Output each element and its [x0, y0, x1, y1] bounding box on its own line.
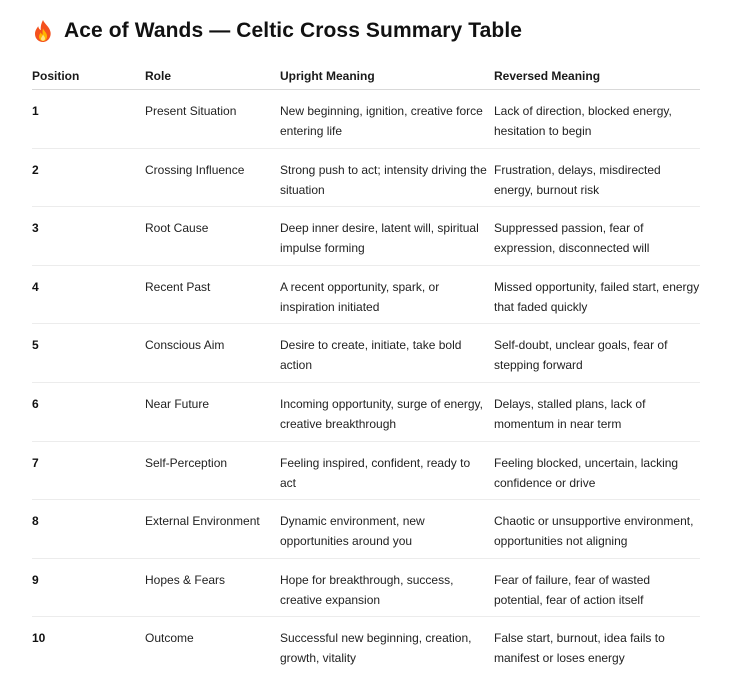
- table-row: [32, 90, 700, 149]
- table-row: [32, 441, 700, 500]
- cell-reversed: Lack of direction, blocked energy, hesitation to begin: [494, 90, 700, 149]
- cell-reversed: Fear of failure, fear of wasted potential, fear of action itself: [494, 558, 700, 617]
- cell-role: External Environment: [145, 500, 280, 559]
- page-title-text: Ace of Wands — Celtic Cross Summary Table: [64, 19, 523, 42]
- table-row: [32, 500, 700, 559]
- cell-role: Root Cause: [145, 207, 280, 266]
- cell-reversed: Chaotic or unsupportive environment, opportunities not aligning: [494, 500, 700, 559]
- cell-position: 2: [32, 148, 145, 207]
- cell-upright: Successful new beginning, creation, growth, vitality: [280, 631, 472, 666]
- cell-role: Near Future: [145, 382, 280, 441]
- cell-role: Conscious Aim: [145, 324, 280, 383]
- cell-reversed: Feeling blocked, uncertain, lacking confidence or drive: [494, 441, 700, 500]
- cell-upright: Dynamic environment, new opportunities around you: [280, 500, 494, 559]
- cell-upright: Desire to create, initiate, take bold action: [280, 324, 494, 383]
- table-row: [32, 382, 700, 441]
- cell-position: 7: [32, 441, 145, 500]
- document: [32, 0, 700, 675]
- table-row: [32, 148, 700, 207]
- cell-reversed: Missed opportunity, failed start, energy that faded quickly: [494, 265, 700, 324]
- cell-role: Crossing Influence: [145, 148, 280, 207]
- cell-role: Hopes & Fears: [145, 558, 280, 617]
- cell-reversed: False start, burnout, idea fails to manifest or loses energy: [494, 631, 665, 666]
- page-title: [32, 0, 700, 62]
- cell-reversed: Suppressed passion, fear of expression, disconnected will: [494, 207, 700, 266]
- cell-upright: New beginning, ignition, creative force entering life: [280, 90, 494, 149]
- cell-role: Recent Past: [145, 265, 280, 324]
- cell-upright: Incoming opportunity, surge of energy, creative breakthrough: [280, 382, 494, 441]
- table-row: [32, 265, 700, 324]
- cell-role: Outcome: [145, 631, 194, 646]
- table-header: [32, 62, 700, 90]
- table-row: [32, 324, 700, 383]
- cell-reversed: Delays, stalled plans, lack of momentum in near term: [494, 382, 700, 441]
- table-row: [32, 558, 700, 617]
- cell-position: 10: [32, 631, 46, 646]
- cell-position: 4: [32, 265, 145, 324]
- cell-position: 8: [32, 500, 145, 559]
- cell-role: Present Situation: [145, 90, 280, 149]
- header-role: Role: [145, 62, 280, 90]
- cell-upright: A recent opportunity, spark, or inspiration initiated: [280, 265, 494, 324]
- cell-position: 9: [32, 558, 145, 617]
- table-body: [32, 90, 700, 675]
- table-row: [32, 617, 700, 675]
- cell-position: 6: [32, 382, 145, 441]
- cell-position: 1: [32, 90, 145, 149]
- cell-upright: Deep inner desire, latent will, spiritual impulse forming: [280, 207, 494, 266]
- cell-upright: Feeling inspired, confident, ready to act: [280, 441, 494, 500]
- cell-role: Self-Perception: [145, 441, 280, 500]
- fire-icon: [32, 19, 54, 43]
- summary-table: [32, 62, 700, 675]
- header-reversed-meaning: Reversed Meaning: [494, 62, 700, 90]
- cell-upright: Hope for breakthrough, success, creative expansion: [280, 558, 494, 617]
- cell-upright: Strong push to act; intensity driving the situation: [280, 148, 494, 207]
- table-row: [32, 207, 700, 266]
- header-upright-meaning: Upright Meaning: [280, 62, 494, 90]
- cell-position: 5: [32, 324, 145, 383]
- header-row: [32, 62, 700, 90]
- cell-reversed: Self-doubt, unclear goals, fear of stepping forward: [494, 324, 700, 383]
- cell-reversed: Frustration, delays, misdirected energy, burnout risk: [494, 148, 700, 207]
- header-position: Position: [32, 62, 145, 90]
- cell-position: 3: [32, 207, 145, 266]
